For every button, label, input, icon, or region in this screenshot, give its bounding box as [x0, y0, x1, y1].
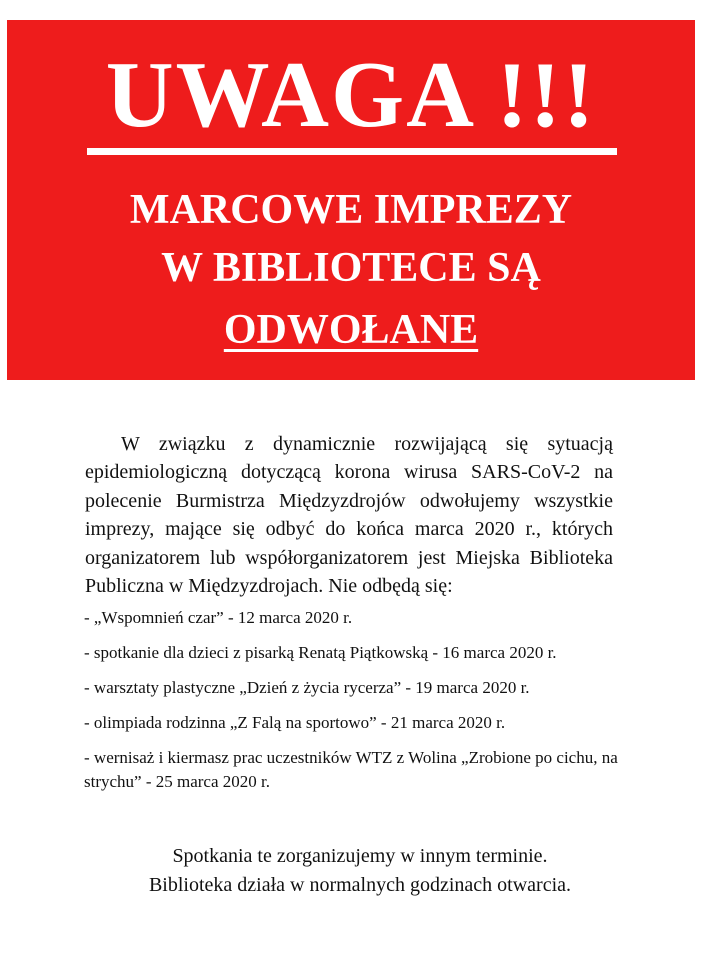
- banner-title-underline: [87, 148, 617, 155]
- banner-headline-line-3: [7, 304, 695, 356]
- list-item: - wernisaż i kiermasz prac uczestników WTZ z Wolina „Zrobione po cichu, na strychu” - 25 marca 2020 r.: [84, 748, 618, 791]
- footer-note: [0, 842, 720, 900]
- banner-headline-line-2: W BIBLIOTECE SĄ: [161, 245, 541, 291]
- footer-line-2: Biblioteka działa w normalnych godzinach otwarcia.: [148, 874, 572, 896]
- list-item: - warsztaty plastyczne „Dzień z życia rycerza” - 19 marca 2020 r.: [84, 678, 530, 697]
- announcement-paragraph: W związku z dynamicznie rozwijającą się sytuacją epidemiologiczną dotyczącą korona wirusa SARS-CoV-2 na polecenie Burmistrza Międzyzdrojów odwołujemy wszystkie imprezy, mające się odbyć do końca marca 2020 r., których organizatorem lub współorganizatorem jest Miejska Biblioteka Publiczna w Międzyzdrojach. Nie odbędą się:: [85, 433, 613, 598]
- banner-headline-line-1: MARCOWE IMPREZY: [129, 187, 573, 233]
- banner-title: UWAGA !!!: [105, 43, 597, 147]
- list-item: - „Wspomnień czar” - 12 marca 2020 r.: [84, 608, 353, 627]
- list-item: - olimpiada rodzinna „Z Falą na sportowo” - 21 marca 2020 r.: [84, 713, 506, 732]
- cancelled-word: ODWOŁANE: [223, 307, 479, 353]
- list-item: - spotkanie dla dzieci z pisarką Renatą Piątkowską - 16 marca 2020 r.: [84, 643, 557, 662]
- cancelled-events-list: [84, 606, 644, 805]
- warning-banner: [7, 20, 695, 380]
- footer-line-1: Spotkania te zorganizujemy w innym terminie.: [172, 845, 548, 867]
